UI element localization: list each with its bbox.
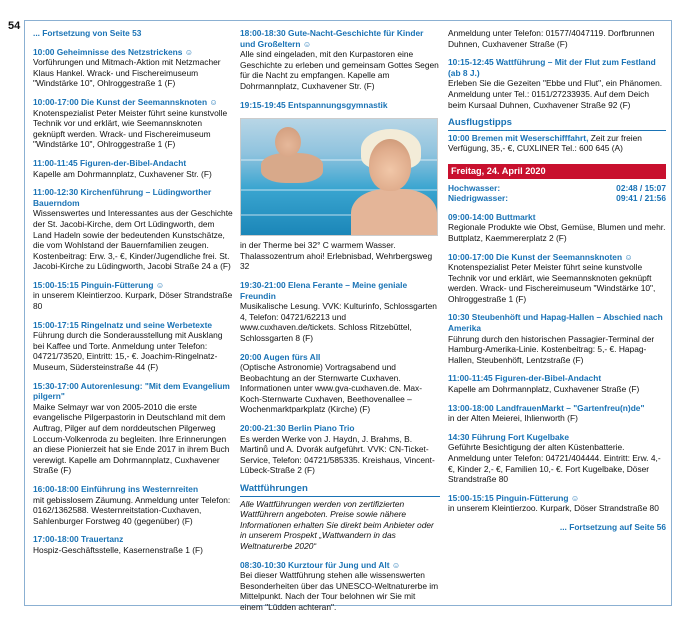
event-body: Maike Selmayr war von 2005-2010 die erste evangelische Pilgerpastorin in Deutschland mit dem Auftrag, Pilger auf dem norddeutschen Pilgerweg Loccum-Volkenroda zu begleiten. Ihre Erinnerungen an diese Pionierzeit hat sie Ende 2017 in ihrem Buch verewigt. Kapelle am Dohrmannplatz, Cuxhavener Straße (F): [33, 401, 230, 476]
event-body: Geführte Besichtigung der alten Küstenbatterie. Anmeldung unter Telefon: 04721/404444. Eintritt: Erw. 4,- €, Kinder 2,- €, Familien 10,- €. Fort Kugelbake, Döser Strandstraße 80: [448, 442, 661, 485]
event-title: 15:00-17:15 Ringelnatz und seine Werbetexte: [33, 319, 213, 330]
continued-body: Anmeldung unter Telefon: 01577/4047119. Dorfbrunnen Duhnen, Cuxhavener Straße (F): [448, 28, 655, 49]
event-title: 17:00-18:00 Trauertanz: [33, 534, 124, 545]
event-title: 10:00-17:00 Die Kunst der Seemannsknoten ☺: [33, 96, 218, 107]
section-wattfuehrungen: Wattführungen: [240, 484, 440, 497]
event-title: 19:30-21:00 Elena Ferante – Meine geniale Freundin: [240, 279, 408, 301]
event-title: 11:00-11:45 Figuren-der-Bibel-Andacht: [448, 373, 602, 384]
event-title: 10:00 Geheimnisse des Netzstrickens ☺: [33, 46, 194, 57]
event-entry: [240, 423, 440, 476]
event-entry: [448, 432, 666, 485]
event-body: Musikalische Lesung. VVK: Kulturinfo, Schlossgarten 4, Telefon: 04721/62213 und www.cuxhaven.de/tickets. Schloss Ritzebüttel, Schlossgarten 8 (F): [240, 301, 437, 343]
event-body: Kapelle am Dohrmannplatz, Cuxhavener Str. (F): [33, 168, 212, 179]
tide-high-times: 02:48 / 15:07: [616, 182, 666, 193]
event-entry: [33, 47, 233, 89]
event-title: 11:00-11:45 Figuren-der-Bibel-Andacht: [33, 157, 187, 168]
event-body: Führung durch die Sonderausstellung mit Ausklang bei Kaffee und Torte. Anmeldung unter Telefon: 04721/73520, Eintritt: 15,- €. Joachim-Ringelnatz-Museum, Südersteinstraße 44 (F): [33, 330, 223, 373]
event-title: 19:15-19:45 Entspannungsgymnastik: [240, 99, 388, 110]
event-title: 14:30 Führung Fort Kugelbake: [448, 431, 569, 442]
date-header: Freitag, 24. April 2020: [448, 164, 666, 179]
event-body: Zeit zur freien Verfügung, 35,- €, CUXLINER Tel.: 600 645 (A): [448, 132, 642, 154]
section-intro: Alle Wattführungen werden von zertifizierten Wattführern angeboten. Preise sowie nähere Informationen erhalten Sie direkt beim Anbieter oder in unserem Prospekt „Wattwandern in das Weltnaturerbe 2020“: [240, 498, 434, 551]
event-body: Regionale Produkte wie Obst, Gemüse, Blumen und mehr. Buttplatz, Kaemmererplatz 2 (F): [448, 222, 666, 243]
event-body: Kapelle am Dohrmannplatz, Cuxhavener Straße (F): [448, 384, 640, 395]
event-body: Knotenspezialist Peter Meister führt seine kunstvolle Technik vor und erklärt, wie Seemannsknoten geknüpft werden. Wrack- und Fischereimuseum "Windstärke 10", Ohlroggestraße 1 (F): [448, 262, 656, 304]
event-entry: [33, 534, 233, 555]
event-entry: [240, 560, 440, 613]
event-entry: [33, 97, 233, 150]
event-body: Es werden Werke von J. Haydn, J. Brahms, B. Martinů und A. Dvorák aufgeführt. VVK: CN-Ticket-Service, Telefon: 04721/585335. Kreishaus, Vincent-Lübeck-Straße 2 (F): [240, 433, 435, 476]
event-entry: [240, 100, 440, 111]
event-entry: [448, 212, 666, 244]
event-entry: [448, 403, 666, 424]
event-body: in unserem Kleintierzoo. Kurpark, Döser Strandstraße 80: [33, 290, 233, 312]
event-body: Führung durch den historischen Passagier-Terminal der Hamburg-Amerika-Linie. Kostenbeitrag: 5,- €. Hapag-Hallen, Steubenhöft, Lentzstraße (F): [448, 333, 655, 365]
column-left: [33, 28, 233, 564]
event-title: ... Fortsetzung von Seite 53: [33, 28, 142, 38]
event-title: 11:00-12:30 Kirchenführung – Lüdingworther Bauerndom: [33, 187, 212, 208]
event-entry: [448, 252, 666, 305]
event-body: in unserem Kleintierzoo. Kurpark, Döser Strandstraße 80: [448, 503, 659, 514]
event-title: 20:00 Augen fürs All: [240, 351, 321, 362]
tide-low-times: 09:41 / 21:56: [616, 193, 666, 204]
tide-high: [448, 183, 666, 194]
event-title: 16:00-18:00 Einführung ins Westernreiten: [33, 483, 199, 494]
tide-low-label: Niedrigwasser:: [448, 193, 509, 204]
tide-low: [448, 193, 666, 204]
event-entry: [33, 280, 233, 312]
event-body: in der Alten Meierei, Ihlienworth (F): [448, 413, 578, 424]
event-entry: [448, 57, 666, 110]
event-entry: [33, 187, 233, 272]
event-title: 10:30 Steubenhöft und Hapag-Hallen – Abschied nach Amerika: [448, 312, 663, 334]
event-body: mit gebisslosem Zäumung. Anmeldung unter Telefon: 0162/1362588. Westernreitstation-Cuxhaven, Sahlenburger Forstweg 40 (gegenüber) (F): [33, 494, 231, 526]
event-body: Alle sind eingeladen, mit den Kurpastoren eine Geschichte zu erleben und gemeinsam Gottes Segen für die Nacht zu empfangen. Kapelle am Dohrmannplatz, Cuxhavener Str. (F): [240, 49, 439, 91]
event-body: Knotenspezialist Peter Meister führt seine kunstvolle Technik vor und erklärt, wie Seemannsknoten geknüpft werden. Wrack- und Fischereimuseum "Windstärke 10", Ohlroggestraße 1 (F): [33, 107, 228, 150]
event-entry: [448, 373, 666, 394]
event-entry: [240, 352, 440, 416]
event-entry: [448, 133, 666, 154]
event-title: 15:00-15:15 Pinguin-Fütterung ☺: [33, 279, 165, 290]
event-title: 15:00-15:15 Pinguin-Fütterung ☺: [448, 492, 580, 503]
column-middle: [240, 28, 440, 621]
event-entry: [240, 28, 440, 92]
event-title: 20:00-21:30 Berlin Piano Trio: [240, 423, 355, 434]
event-title: 10:00 Bremen mit Weserschifffahrt,: [448, 132, 589, 143]
event-body: (Optische Astronomie) Vortragsabend und Beobachtung an der Sternwarte Cuxhaven. Informationen unter www.gva-cuxhaven.de. Max-Koch-Sternwarte Cuxhaven, Beethovenallee – Wochenmarktparkplatz (Kirche) (F): [240, 362, 423, 415]
event-entry: [33, 320, 233, 373]
continued-footer: ... Fortsetzung auf Seite 56: [559, 521, 666, 532]
event-entry: [448, 312, 666, 365]
event-title: 09:00-14:00 Buttmarkt: [448, 211, 536, 222]
event-entry: [33, 158, 233, 179]
event-entry: [448, 493, 666, 514]
section-ausflugstipps: Ausflugstipps: [448, 118, 666, 131]
event-body: Vorführungen und Mitmach-Aktion mit Netzmacher Klaus Hankel. Wrack- und Fischereimuseum "Windstärke 10", Ohlroggestraße 1 (F): [33, 57, 221, 89]
event-title: 10:15-12:45 Wattführung – Mit der Flut zum Festland (ab 8 J.): [448, 57, 656, 78]
page-number: 54: [8, 20, 21, 32]
column-right: [448, 28, 666, 533]
tide-high-label: Hochwasser:: [448, 182, 501, 193]
event-title: 18:00-18:30 Gute-Nacht-Geschichte für Kinder und Großeltern ☺: [240, 28, 424, 49]
event-body: Erleben Sie die Gezeiten "Ebbe und Flut", ein Phänomen. Anmeldung unter Tel.: 0151/27233935. Auf dem Deich beim Kursaal Duhnen, Cuxhavener Straße 92 (F): [448, 78, 663, 110]
event-body: Hospiz-Geschäftsstelle, Kasernenstraße 1 (F): [33, 544, 203, 555]
event-body: Bei dieser Wattführung stehen alle wissenswerten Besonderheiten über das UNESCO-Weltnaturerbe im Mittelpunkt. Nach der Tour belohnen wir Sie mit einem "Lüdden achteran".: [240, 570, 439, 612]
event-entry: [33, 28, 233, 39]
event-title: 10:00-17:00 Die Kunst der Seemannsknoten ☺: [448, 251, 633, 262]
event-body: Wissenswertes und Interessantes aus der Geschichte der St. Jacobi-Kirche, dem Ort Lüdingworth, dem Land Hadeln sowie der bedeutenden Kunstschätze, die vom Wohlstand der Bauernfamilien zeugen. Kostenbeitrag: Erw. 3,- €, Kinder/Jugendliche frei. St. Jacobi-Kirche zu Lüdingworth, Jacobi Straße 24 a (F): [33, 208, 233, 272]
event-entry: [240, 280, 440, 344]
event-entry: [33, 484, 233, 526]
event-title: 08:30-10:30 Kurztour für Jung und Alt ☺: [240, 559, 401, 570]
event-title: 13:00-18:00 LandfrauenMarkt – "Gartenfreu(n)de": [448, 402, 645, 413]
event-title: 15:30-17:00 Autorenlesung: "Mit dem Evangelium pilgern": [33, 380, 230, 402]
swimming-pool-photo: [240, 118, 438, 236]
event-entry: [33, 381, 233, 476]
after-photo-text: in der Therme bei 32° C warmem Wasser. Thalassozentrum ahoi! Erlebnisbad, Wehrbergsweg 32: [240, 240, 433, 272]
